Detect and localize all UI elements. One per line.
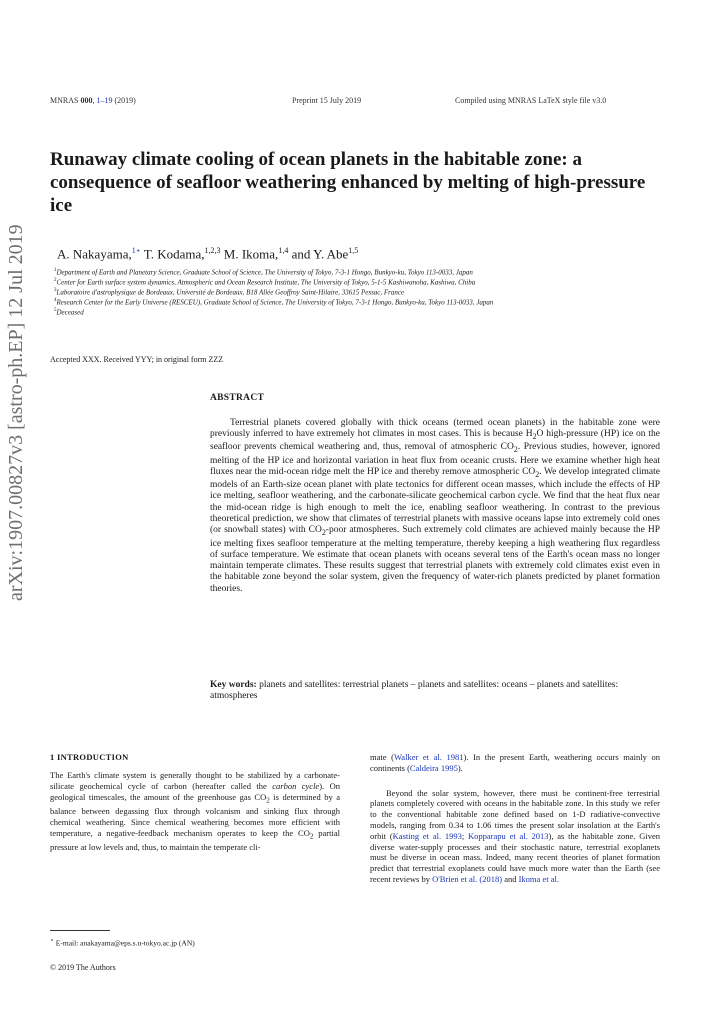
affiliation-mark: 1,5: [348, 246, 359, 255]
affiliation-mark: 1,2,3: [204, 246, 221, 255]
affiliation-mark: 1,4: [278, 246, 289, 255]
citation-link[interactable]: Walker et al. 1981: [393, 752, 464, 762]
paragraph: mate (Walker et al. 1981). In the present Earth, weathering occurs mainly on continents (Caldeira 1995).: [370, 752, 660, 773]
affiliation: $^3$Laboratoire d'astrophysique de Bordeaux, Université de Bordeaux, B18 Allée Geoffroy Saint-Hilaire, 33615 Pessac, France: [54, 288, 405, 297]
copyright: © 2019 The Authors: [50, 963, 116, 972]
paragraph: Beyond the solar system, however, there must be continent-free terrestrial planets completely covered with oceans in the habitable zone. In this study we refer to the conventional habitable zone defined based on 1-D radiative-convective models, ranging from 0.34 to 1.06 times the present solar insolation at the Earth's orbit (Kasting et al. 1993; Kopparapu et al. 2013), as the habitable zone. Given diverse water-supply processes and their stochastic nature, terrestrial exoplanets must be diverse in ocean mass. Indeed, many recent theories of planet formation predict that terrestrial exoplanets could have much more water than the Earth (see recent reviews by O'Brien et al. (2018) and Ikoma et al.: [370, 787, 660, 884]
affiliation: $^2$Center for Earth surface system dynamics, Atmospheric and Ocean Research Institute, The University of Tokyo, 5-1-5 Kashiwanoha, Kashiwa, Chiba: [54, 278, 476, 287]
abstract-body: Terrestrial planets covered globally with thick oceans (termed ocean planets) in the habitable zone were previously inferred to have extremely hot climates in most cases. This is because $H_2O$ high-pressure (HP) ice on the seafloor prevents chemical weathering and, thus, removal of atmospheric $CO_2$. Previous studies, however, ignored melting of the HP ice and horizontal variation in heat flux from oceanic crusts. Here we examine whether high heat fluxes near the mid-ocean ridge melt the HP ice and thereby remove atmospheric $CO_2$. We develop integrated climate models of an Earth-size ocean planet with plate tectonics for different ocean masses, which include the effects of HP ice melting, seafloor weathering, and the carbonate-silicate geochemical carbon cycle. We find that the heat flux near the mid-ocean ridge is high enough to melt the ice, enabling seafloor weathering. In contrast to the previous theoretical prediction, we show that climates of terrestrial planets with massive oceans lapse into extremely cold ones (or snowball states) with $CO_2$-poor atmospheres. Such extremely cold climates are achieved mainly because the HP ice melting fixes seafloor temperature at the melting temperature, thereby keeping a high weathering flux regardless of surface temperature. We estimate that ocean planets with oceans several tens of the Earth's ocean mass no longer maintain temperate climates. These results suggest that terrestrial planets with extremely cold climates exist even in the habitable zone beyond the solar system, given the frequency of water-rich planets predicted by planet formation theories.: [210, 418, 660, 594]
author-name: A. Nakayama,: [57, 246, 132, 262]
intro-column-right: [370, 752, 660, 885]
citation-link[interactable]: Caldeira 1995: [409, 762, 458, 773]
citation-link[interactable]: O'Brien et al. (2018): [432, 873, 503, 884]
compiled-note: Compiled using MNRAS LaTeX style file v3.0: [455, 96, 607, 105]
footnote-rule: [50, 930, 110, 931]
abstract-heading: ABSTRACT: [210, 393, 265, 403]
arxiv-stamp: arXiv:1907.00827v3 [astro-ph.EP] 12 Jul 2019: [5, 224, 27, 601]
journal-citation: MNRAS 000, 1–19 (2019): [50, 96, 136, 105]
preprint-date: Preprint 15 July 2019: [292, 96, 362, 105]
corresponding-author-mark[interactable]: ⋆: [135, 246, 141, 255]
accepted-line: Accepted XXX. Received YYY; in original form ZZZ: [50, 355, 224, 364]
intro-column-left: The Earth's climate system is generally thought to be stabilized by a carbonate-silicate geochemical cycle of carbon (hereafter called the carbon cycle). On geological timescales, the amount of the greenhouse gas $CO_2$ is determined by a balance between degassing flux through volcanism and sinking flux through chemical weathering. Since chemical weathering becomes more efficient with temperature, a negative-feedback mechanism operates to keep the $CO_2$ partial pressure at low levels and, thus, to maintain the temperate cli-: [50, 770, 340, 853]
author-name: and Y. Abe: [291, 246, 349, 262]
citation-link[interactable]: Kasting et al. 1993: [392, 830, 462, 841]
author-name: T. Kodama,: [143, 246, 205, 262]
page-range-link[interactable]: 1–19: [96, 96, 113, 105]
keywords: Key words: planets and satellites: terrestrial planets – planets and satellites: oceans – planets and satellites: atmospheres: [210, 680, 619, 702]
section-heading: 1 INTRODUCTION: [50, 752, 129, 762]
citation-link[interactable]: Ikoma et al.: [518, 873, 559, 884]
affiliation: $^4$Research Center for the Early Universe (RESCEU), Graduate School of Science, The University of Tokyo, 7-3-1 Hongo, Bunkyo-ku, Tokyo 113-0033, Japan: [54, 298, 494, 307]
footnote: ⋆ E-mail: anakayama@eps.s.u-tokyo.ac.jp (AN): [50, 937, 195, 948]
author-name: M. Ikoma,: [223, 246, 279, 262]
author-list: [57, 246, 358, 262]
affiliation: $^1$Department of Earth and Planetary Science, Graduate School of Science, The University of Tokyo, 7-3-1 Hongo, Bunkyo-ku, Tokyo 113-0033, Japan: [54, 268, 473, 277]
affiliation: $^5$Deceased: [54, 308, 84, 317]
paper-title: Runaway climate cooling of ocean planets in the habitable zone: a consequence of seafloor weathering enhanced by melting of high-pressure ice: [50, 149, 646, 216]
affiliation-link[interactable]: 1: [131, 246, 136, 255]
citation-link[interactable]: Kopparapu et al. 2013: [468, 830, 549, 841]
